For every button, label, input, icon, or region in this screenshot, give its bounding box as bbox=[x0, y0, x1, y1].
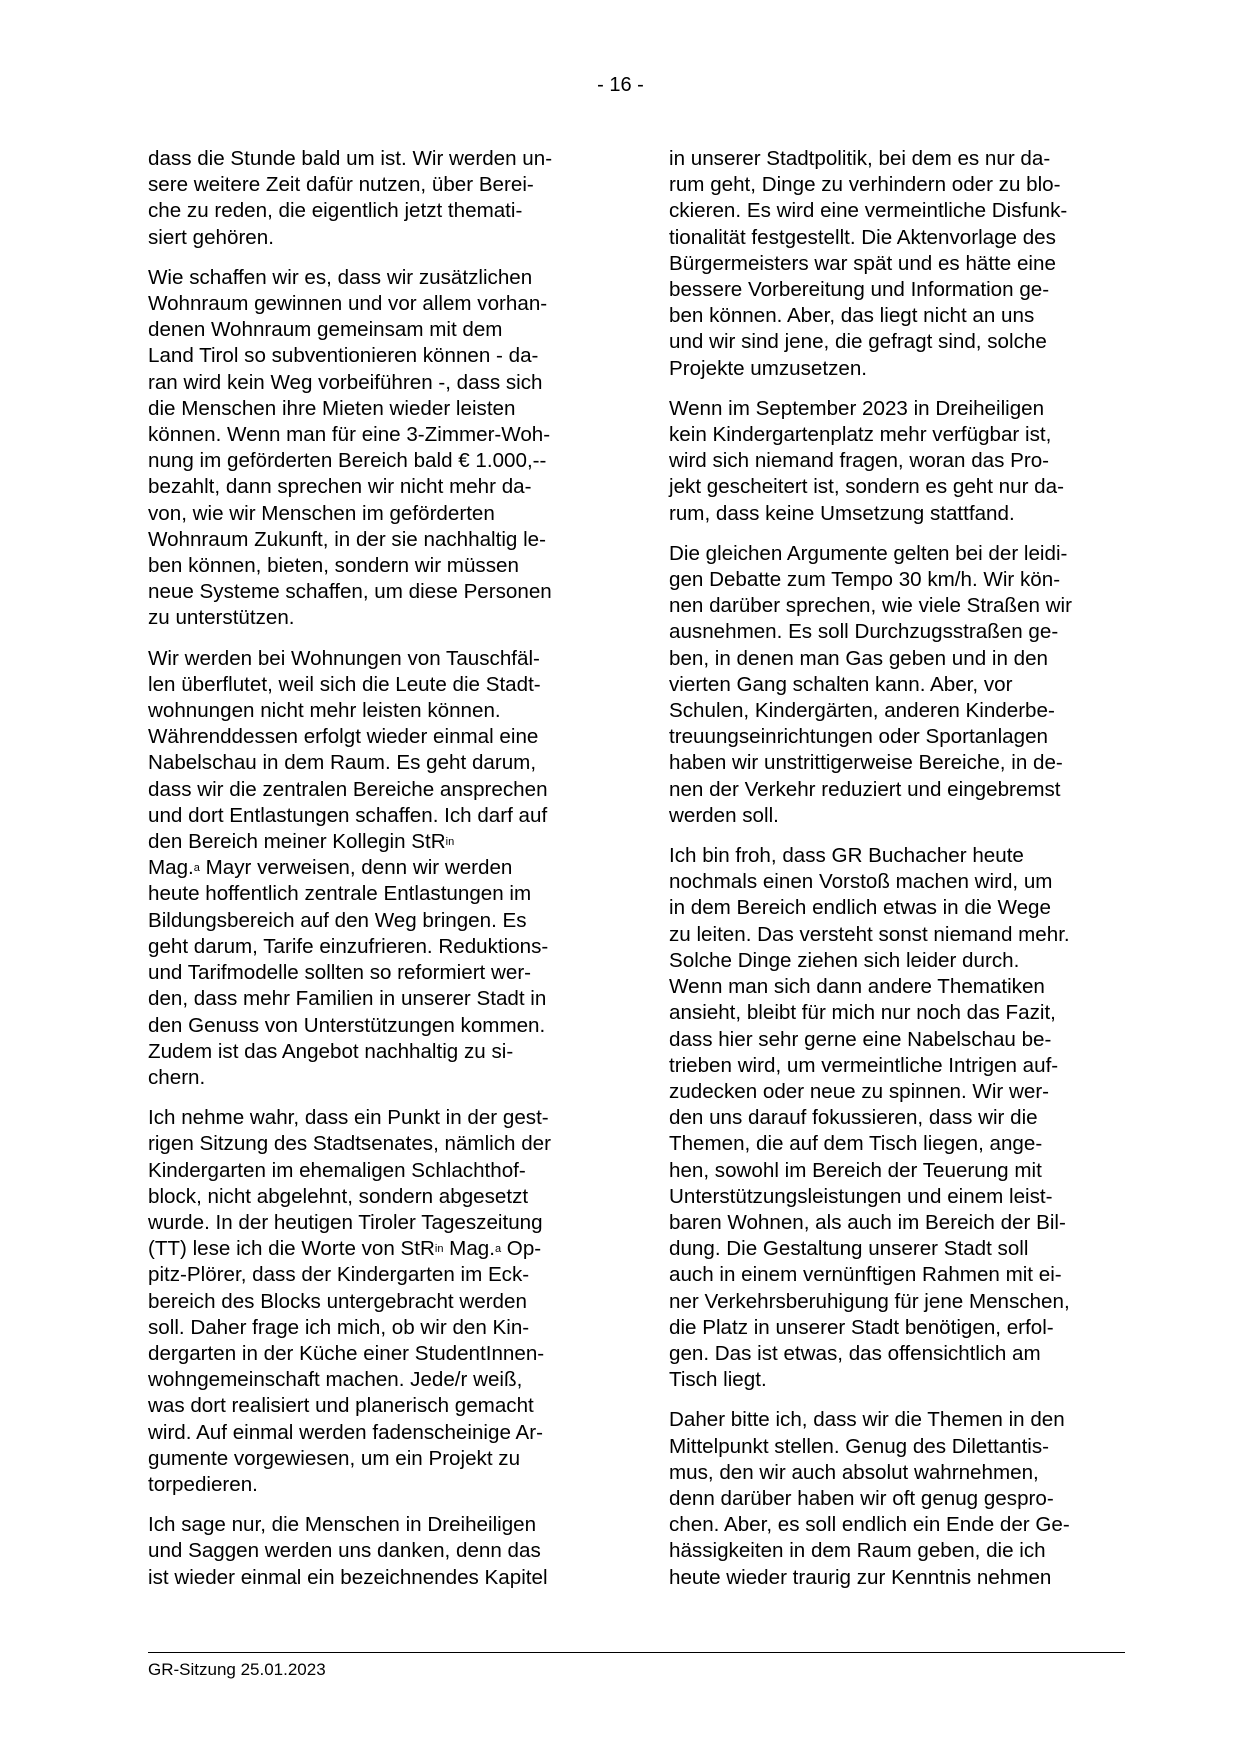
text-line: Wir werden bei Wohnungen von Tauschfäl- bbox=[148, 646, 540, 670]
text-line: wird sich niemand fragen, woran das Pro- bbox=[669, 449, 1050, 473]
text-line: Wenn man sich dann andere Thematiken bbox=[669, 975, 1045, 999]
text-line: wurde. In der heutigen Tiroler Tageszeitung bbox=[148, 1210, 543, 1234]
footer-divider bbox=[148, 1652, 1125, 1653]
text-line: ausnehmen. Es soll Durchzugsstraßen ge- bbox=[669, 620, 1059, 644]
text-line: nen darüber sprechen, wie viele Straßen wir bbox=[669, 594, 1072, 618]
text-line: hen, sowohl im Bereich der Teuerung mit bbox=[669, 1158, 1042, 1182]
text-line: soll. Daher frage ich mich, ob wir den Kin- bbox=[148, 1315, 530, 1339]
text-line: zudecken oder neue zu spinnen. Wir wer- bbox=[669, 1079, 1050, 1103]
text-line: Daher bitte ich, dass wir die Themen in den bbox=[669, 1408, 1065, 1432]
text-line: in dem Bereich endlich etwas in die Wege bbox=[669, 896, 1051, 920]
text-line: Nabelschau in dem Raum. Es geht darum, bbox=[148, 751, 537, 775]
text-line: den uns darauf fokussieren, dass wir die bbox=[669, 1106, 1038, 1130]
text-line: können. Wenn man für eine 3-Zimmer-Woh- bbox=[148, 423, 551, 447]
text-line: Themen, die auf dem Tisch liegen, ange- bbox=[669, 1132, 1043, 1156]
text-line: Ich sage nur, die Menschen in Dreiheiligen bbox=[148, 1513, 537, 1537]
text-line: ansieht, bleibt für mich nur noch das Fazit, bbox=[669, 1001, 1056, 1025]
text-line: vierten Gang schalten kann. Aber, vor bbox=[669, 672, 1013, 696]
paragraph bbox=[148, 646, 603, 1091]
superscript: a bbox=[193, 862, 200, 875]
text-line: und Tarifmodelle sollten so reformiert wer- bbox=[148, 961, 532, 985]
text-line: auch in einem vernünftigen Rahmen mit ei- bbox=[669, 1263, 1062, 1287]
text-line: len überflutet, weil sich die Leute die Stadt- bbox=[148, 672, 541, 696]
text-line: heute wieder traurig zur Kenntnis nehmen bbox=[669, 1565, 1052, 1589]
text-line: gen. Das ist etwas, das offensichtlich am bbox=[669, 1341, 1041, 1365]
text-line: jekt gescheitert ist, sondern es geht nur da- bbox=[669, 475, 1064, 499]
text-line: denen Wohnraum gemeinsam mit dem bbox=[148, 318, 503, 342]
text-line: ckieren. Es wird eine vermeintliche Disfunk- bbox=[669, 199, 1068, 223]
text-line: mus, den wir auch absolut wahrnehmen, bbox=[669, 1460, 1039, 1484]
text-line: Wohnraum Zukunft, in der sie nachhaltig le- bbox=[148, 527, 546, 551]
text-line: Land Tirol so subventionieren können - da- bbox=[148, 344, 539, 368]
text-line: ben können, bieten, sondern wir müssen bbox=[148, 554, 519, 578]
text-line: dass die Stunde bald um ist. Wir werden un- bbox=[148, 147, 553, 170]
text-line: Wie schaffen wir es, dass wir zusätzlichen bbox=[148, 265, 533, 289]
superscript: in bbox=[445, 836, 455, 849]
text-line: und Saggen werden uns danken, denn das bbox=[148, 1539, 541, 1563]
text-line: treuungseinrichtungen oder Sportanlagen bbox=[669, 725, 1048, 749]
text-line: pitz-Plörer, dass der Kindergarten im Eck- bbox=[148, 1263, 530, 1287]
paragraph bbox=[669, 146, 1124, 382]
text-line: dung. Die Gestaltung unserer Stadt soll bbox=[669, 1237, 1029, 1261]
text-line: trieben wird, um vermeintliche Intrigen auf- bbox=[669, 1053, 1059, 1077]
paragraph bbox=[148, 146, 603, 251]
text-line: Die gleichen Argumente gelten bei der leidi- bbox=[669, 541, 1068, 565]
text-line: ben, in denen man Gas geben und in den bbox=[669, 646, 1048, 670]
text-line: Ich bin froh, dass GR Buchacher heute bbox=[669, 844, 1024, 868]
text-line: torpedieren. bbox=[148, 1472, 258, 1496]
text-line: chern. bbox=[148, 1065, 206, 1089]
paragraph bbox=[148, 1105, 603, 1498]
text-line: bereich des Blocks untergebracht werden bbox=[148, 1289, 527, 1313]
text-line: zu unterstützen. bbox=[148, 606, 295, 630]
text-line: ist wieder einmal ein bezeichnendes Kapitel bbox=[148, 1565, 548, 1589]
text-line: werden soll. bbox=[669, 803, 779, 827]
text-line: Solche Dinge ziehen sich leider durch. bbox=[669, 948, 1020, 972]
left-column bbox=[148, 146, 603, 1605]
text-line: siert gehören. bbox=[148, 225, 274, 249]
footer-session-date: GR-Sitzung 25.01.2023 bbox=[148, 1660, 326, 1679]
text-line: nung im geförderten Bereich bald € 1.000,-- bbox=[148, 449, 547, 473]
text-line: Bildungsbereich auf den Weg bringen. Es bbox=[148, 908, 527, 932]
paragraph bbox=[669, 843, 1124, 1393]
text-line: geht darum, Tarife einzufrieren. Reduktions- bbox=[148, 934, 549, 958]
text-line: von, wie wir Menschen im geförderten bbox=[148, 501, 495, 525]
text-line: block, nicht abgelehnt, sondern abgesetzt bbox=[148, 1184, 529, 1208]
text-line: ben können. Aber, das liegt nicht an uns bbox=[669, 304, 1035, 328]
page-number: - 16 - bbox=[597, 74, 644, 96]
text-line: rum, dass keine Umsetzung stattfand. bbox=[669, 501, 1015, 525]
text-line: die Platz in unserer Stadt benötigen, erfol- bbox=[669, 1315, 1054, 1339]
text-line: und wir sind jene, die gefragt sind, solche bbox=[669, 330, 1047, 354]
text-line: dergarten in der Küche einer StudentInnen- bbox=[148, 1341, 545, 1365]
text-line: zu leiten. Das versteht sonst niemand mehr. bbox=[669, 922, 1070, 946]
paragraph bbox=[669, 541, 1124, 829]
text-line: Wohnraum gewinnen und vor allem vorhan- bbox=[148, 292, 548, 316]
paragraph bbox=[148, 265, 603, 632]
text-line: (TT) lese ich die Worte von StR$^{in}$ Mag.$^a$ Op- bbox=[148, 1237, 542, 1261]
text-line: rum geht, Dinge zu verhindern oder zu blo- bbox=[669, 173, 1061, 197]
paragraph bbox=[148, 1512, 603, 1591]
text-line: kein Kindergartenplatz mehr verfügbar ist, bbox=[669, 423, 1052, 447]
text-line: che zu reden, die eigentlich jetzt themati- bbox=[148, 199, 523, 223]
text-line: hässigkeiten in dem Raum geben, die ich bbox=[669, 1539, 1046, 1563]
text-line: nochmals einen Vorstoß machen wird, um bbox=[669, 870, 1053, 894]
text-line: tionalität festgestellt. Die Aktenvorlage des bbox=[669, 225, 1056, 249]
text-line: Ich nehme wahr, dass ein Punkt in der gest- bbox=[148, 1106, 549, 1130]
paragraph bbox=[669, 396, 1124, 527]
right-column bbox=[669, 146, 1124, 1605]
text-line: was dort realisiert und planerisch gemacht bbox=[148, 1394, 534, 1418]
text-line: den Bereich meiner Kollegin StR$^{in}$ bbox=[148, 830, 455, 854]
superscript: in bbox=[434, 1243, 444, 1256]
text-line: Zudem ist das Angebot nachhaltig zu si- bbox=[148, 1039, 514, 1063]
text-line: den Genuss von Unterstützungen kommen. bbox=[148, 1013, 546, 1037]
text-line: denn darüber haben wir oft genug gespro- bbox=[669, 1486, 1054, 1510]
text-line: heute hoffentlich zentrale Entlastungen im bbox=[148, 882, 532, 906]
text-line: den, dass mehr Familien in unserer Stadt in bbox=[148, 987, 547, 1011]
text-line: und dort Entlastungen schaffen. Ich darf auf bbox=[148, 803, 548, 827]
text-line: neue Systeme schaffen, um diese Personen bbox=[148, 580, 552, 604]
text-line: Tisch liegt. bbox=[669, 1368, 767, 1392]
text-line: bessere Vorbereitung und Information ge- bbox=[669, 278, 1050, 302]
text-line: Mag.$^a$ Mayr verweisen, denn wir werden bbox=[148, 856, 513, 880]
text-line: in unserer Stadtpolitik, bei dem es nur da- bbox=[669, 147, 1051, 170]
text-line: Unterstützungsleistungen und einem leist- bbox=[669, 1184, 1053, 1208]
text-line: Projekte umzusetzen. bbox=[669, 356, 868, 380]
text-line: Kindergarten im ehemaligen Schlachthof- bbox=[148, 1158, 526, 1182]
text-line: baren Wohnen, als auch im Bereich der Bil- bbox=[669, 1210, 1066, 1234]
text-line: Schulen, Kindergärten, anderen Kinderbe- bbox=[669, 699, 1055, 723]
text-line: rigen Sitzung des Stadtsenates, nämlich der bbox=[148, 1132, 551, 1156]
text-line: ner Verkehrsberuhigung für jene Menschen, bbox=[669, 1289, 1070, 1313]
text-line: gumente vorgewiesen, um ein Projekt zu bbox=[148, 1446, 521, 1470]
text-line: Währenddessen erfolgt wieder einmal eine bbox=[148, 725, 539, 749]
text-line: wohnungen nicht mehr leisten können. bbox=[148, 699, 501, 723]
text-line: gen Debatte zum Tempo 30 km/h. Wir kön- bbox=[669, 568, 1061, 592]
text-line: sere weitere Zeit dafür nutzen, über Berei- bbox=[148, 173, 534, 197]
text-line: ran wird kein Weg vorbeiführen -, dass sich bbox=[148, 370, 543, 394]
text-line: Mittelpunkt stellen. Genug des Dilettantis- bbox=[669, 1434, 1050, 1458]
text-line: wohngemeinschaft machen. Jede/r weiß, bbox=[148, 1368, 523, 1392]
text-line: Wenn im September 2023 in Dreiheiligen bbox=[669, 396, 1045, 420]
text-line: wird. Auf einmal werden fadenscheinige Ar- bbox=[148, 1420, 543, 1444]
text-line: dass hier sehr gerne eine Nabelschau be- bbox=[669, 1027, 1052, 1051]
text-line: bezahlt, dann sprechen wir nicht mehr da- bbox=[148, 475, 532, 499]
text-line: dass wir die zentralen Bereiche ansprechen bbox=[148, 777, 548, 801]
paragraph bbox=[669, 1407, 1124, 1590]
text-line: chen. Aber, es soll endlich ein Ende der Ge- bbox=[669, 1513, 1070, 1537]
superscript: a bbox=[494, 1243, 502, 1256]
text-line: Bürgermeisters war spät und es hätte eine bbox=[669, 251, 1056, 275]
text-line: nen der Verkehr reduziert und eingebremst bbox=[669, 777, 1061, 801]
text-line: die Menschen ihre Mieten wieder leisten bbox=[148, 396, 516, 420]
text-line: haben wir unstrittigerweise Bereiche, in de- bbox=[669, 751, 1063, 775]
